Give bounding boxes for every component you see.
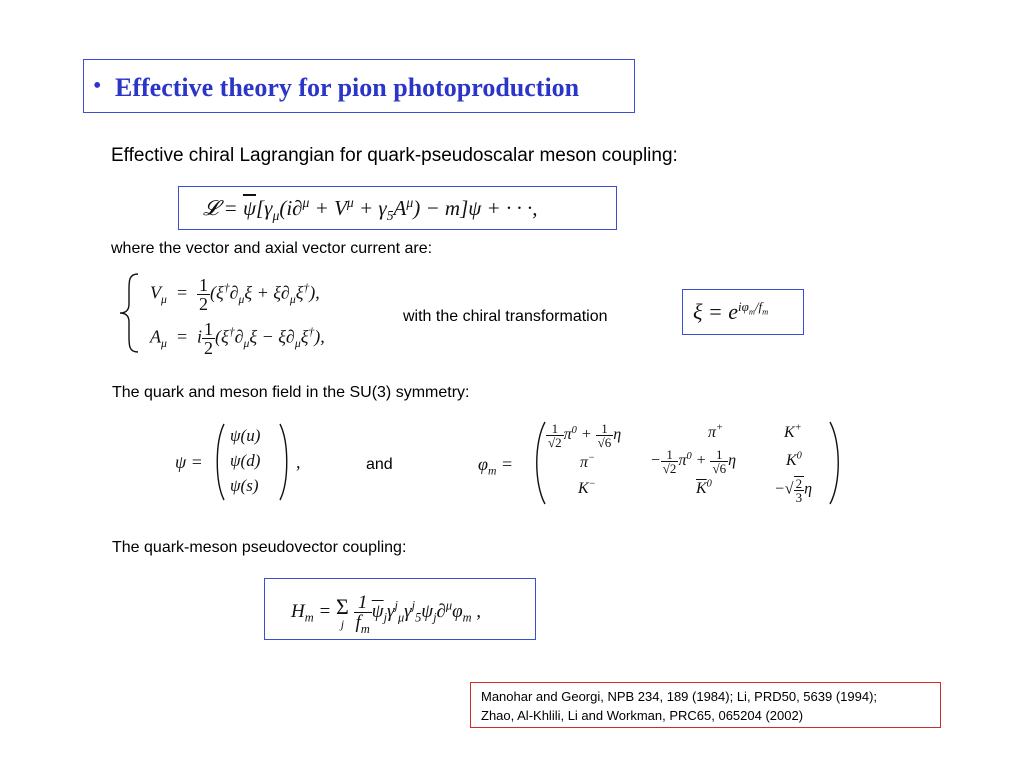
psi-symbol: ψ = xyxy=(175,452,203,472)
psi-s: ψ(s) xyxy=(230,476,259,495)
left-brace-icon xyxy=(118,272,140,354)
chiral-transformation-equation: $\xi = e^{i\varphi_m/f_m}$ xyxy=(693,298,769,324)
psi-comma: , xyxy=(296,452,301,472)
left-paren-icon xyxy=(531,420,547,506)
lagrangian-equation-box xyxy=(178,186,617,230)
psi-d: ψ(d) xyxy=(230,451,261,470)
matrix-cell-23: $K^0$ xyxy=(786,450,802,469)
and-text: and xyxy=(366,456,393,473)
coupling-equation-box xyxy=(264,578,536,640)
matrix-cell-22: − $\frac{1}{√2}$ $\pi^0$ + $\frac{1}{√6}$ η xyxy=(650,447,737,476)
matrix-cell-12: π+ xyxy=(708,422,724,441)
vector-current-equation: $V_\mu$ = $\frac{1}{2}$ $(\xi^\dagger\partial_\mu\xi + \xi\partial_\mu\xi^\dagger)$, xyxy=(150,275,320,314)
phi-m-symbol: $\varphi_m$ = xyxy=(478,454,514,478)
symmetry-text: The quark and meson field in the SU(3) symmetry: xyxy=(112,384,470,401)
title-bullet: • xyxy=(93,73,102,99)
currents-equations xyxy=(112,268,402,358)
matrix-cell-33: −√ $\frac{2}{3}$ η xyxy=(774,476,813,505)
meson-field-matrix xyxy=(476,418,852,508)
chiral-transformation-text: with the chiral transformation xyxy=(403,308,608,325)
reference-line-2: Zhao, Al-Khlili, Li and Workman, PRC65, 065204 (2002) xyxy=(481,708,804,723)
currents-text: where the vector and axial vector current are: xyxy=(111,240,433,257)
left-paren-icon xyxy=(212,422,226,502)
right-paren-icon xyxy=(278,422,292,502)
matrix-cell-21: π− xyxy=(580,452,596,471)
reference-line-1: Manohar and Georgi, NPB 234, 189 (1984); Li, PRD50, 5639 (1994); xyxy=(481,689,878,704)
coupling-text: The quark-meson pseudovector coupling: xyxy=(112,539,407,556)
matrix-cell-13: K+ xyxy=(784,422,802,441)
chiral-transformation-box xyxy=(682,289,804,335)
psi-u: ψ(u) xyxy=(230,426,261,445)
lagrangian-equation: 𝓛 = $\overline{\psi}[\gamma_\mu(i\partial^\mu + V^\mu + \gamma_5A^\mu) - m]\psi$ + · · ·, xyxy=(203,195,538,224)
slide-title: Effective theory for pion photoproduction xyxy=(115,73,580,102)
matrix-cell-32: $\overline{K}^0$ xyxy=(696,478,712,497)
right-paren-icon xyxy=(828,420,844,506)
intro-text: Effective chiral Lagrangian for quark-pseudoscalar meson coupling: xyxy=(111,145,678,166)
matrix-cell-11: $\frac{1}{√2}$ $\pi^0$ + $\frac{1}{√6}$ η xyxy=(548,421,622,450)
axial-current-equation: $A_\mu = i$ $\frac{1}{2}$ $(\xi^\dagger\partial_\mu\xi - \xi\partial_\mu\xi^\dagger)$, xyxy=(150,319,325,358)
reference-box xyxy=(470,682,941,728)
matrix-cell-31: K− xyxy=(578,478,596,497)
coupling-equation: $H_m$ = Σ j $\frac{1}{f_m}$ $\overline{\psi}_j\gamma^j_\mu\gamma^j_5\psi_j\partial^\mu\varphi_m$ , xyxy=(291,592,482,636)
quark-field-vector xyxy=(172,420,312,502)
slide-title-box xyxy=(83,59,635,113)
